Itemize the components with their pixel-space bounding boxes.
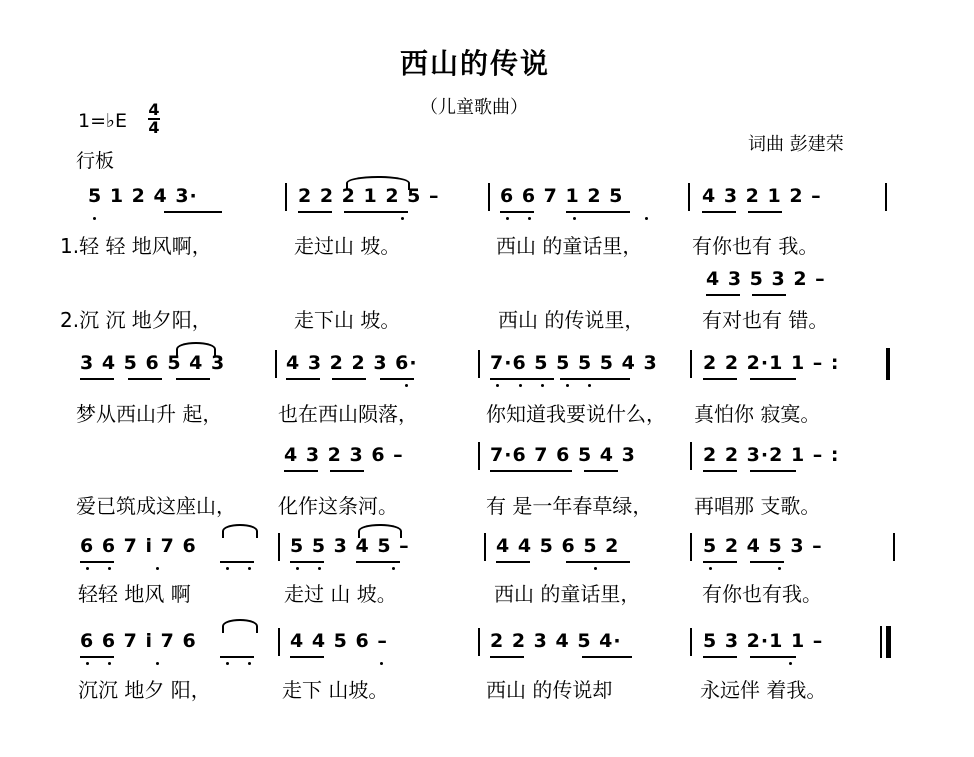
barline — [285, 183, 287, 211]
measure-4-2: 4 4 5 6 – — [290, 630, 388, 652]
lyric-line: 走过山 坡。 — [294, 234, 401, 258]
lyric-line: 有你也有我。 — [702, 582, 822, 606]
barline — [690, 350, 692, 378]
beam-underline — [748, 211, 782, 213]
low-octave-dot — [566, 384, 569, 387]
lyric-line: 沉沉 地夕 阳， — [78, 678, 211, 702]
barline — [893, 533, 895, 561]
barline — [885, 183, 887, 211]
low-octave-dot — [588, 384, 591, 387]
barline — [278, 628, 280, 656]
low-octave-dot — [496, 384, 499, 387]
lyric-line: 西山 的童话里， — [494, 582, 641, 606]
measure-3-1: 6 6 7 i 7 6 — [80, 535, 197, 557]
lyric-line: 真怕你 寂寞。 — [694, 402, 821, 426]
beam-underline — [356, 561, 400, 563]
measure-2-4: 2 2 2·1 1 – : — [703, 352, 840, 374]
beam-underline — [750, 561, 784, 563]
low-octave-dot — [778, 567, 781, 570]
slur-mark — [358, 524, 402, 538]
beam-underline — [164, 211, 222, 213]
beam-underline — [344, 211, 408, 213]
low-octave-dot — [108, 662, 111, 665]
measure-3-3: 4 4 5 6 5 2 — [496, 535, 620, 557]
lyric-line: 你知道我要说什么， — [486, 402, 666, 426]
beam-underline — [560, 378, 630, 380]
barline — [484, 533, 486, 561]
time-signature — [148, 102, 160, 136]
low-octave-dot — [392, 567, 395, 570]
measure-2-1: 3 4 5 6 5 4 3 — [80, 352, 226, 374]
slur-mark — [222, 619, 258, 633]
low-octave-dot — [541, 384, 544, 387]
time-top: 4 — [148, 100, 160, 119]
lyric-line: 西山 的童话里， — [496, 234, 643, 258]
low-octave-dot — [318, 567, 321, 570]
beam-underline — [286, 378, 320, 380]
lyric-line: 2.沉 沉 地夕阳， — [60, 308, 212, 332]
low-octave-dot — [156, 662, 159, 665]
measure-1-2: 2 2 2 1 2 5 – — [298, 185, 440, 207]
beam-underline — [750, 470, 796, 472]
lyric-line: 西山 的传说里， — [498, 308, 645, 332]
beam-underline — [490, 378, 554, 380]
barline — [278, 533, 280, 561]
low-octave-dot — [573, 217, 576, 220]
barline — [478, 350, 480, 378]
low-octave-dot — [93, 217, 96, 220]
low-octave-dot — [405, 384, 408, 387]
final-barline-thin — [880, 626, 882, 658]
time-bottom: 4 — [148, 118, 160, 137]
beam-underline — [750, 378, 796, 380]
low-octave-dot — [296, 567, 299, 570]
low-octave-dot — [248, 662, 251, 665]
lyric-line: 走过 山 坡。 — [284, 582, 397, 606]
low-octave-dot — [248, 567, 251, 570]
lyric-line: 走下 山坡。 — [282, 678, 389, 702]
beam-underline — [290, 656, 324, 658]
beam-underline — [496, 561, 530, 563]
beam-underline — [220, 656, 254, 658]
beam-underline — [703, 656, 737, 658]
beam-underline — [290, 561, 324, 563]
barline — [690, 442, 692, 470]
low-octave-dot — [519, 384, 522, 387]
lyric-line: 爱已筑成这座山， — [76, 494, 236, 518]
lyric-line: 有 是一年春草绿， — [486, 494, 653, 518]
alt-notes: 4 3 5 3 2 – — [706, 268, 826, 290]
beam-underline — [80, 378, 114, 380]
measure-4-3: 2 2 3 4 5 4· — [490, 630, 622, 652]
measure-2-3: 7·6 5 5 5 5 4 3 — [490, 352, 658, 374]
beam-underline — [703, 470, 737, 472]
low-octave-dot — [506, 217, 509, 220]
measure-1-3: 6 6 7 1 2 5 — [500, 185, 624, 207]
lyric-line: 走下山 坡。 — [294, 308, 401, 332]
barline — [690, 533, 692, 561]
lyric-line: 永远伴 着我。 — [700, 678, 827, 702]
beam-underline — [176, 378, 210, 380]
beam-underline — [332, 378, 366, 380]
beam-underline — [490, 470, 572, 472]
song-title: 西山的传说 — [400, 47, 551, 80]
low-octave-dot — [594, 567, 597, 570]
low-octave-dot — [226, 662, 229, 665]
beam-underline — [702, 211, 736, 213]
beam-underline — [284, 470, 318, 472]
lyric-line: 西山 的传说却 — [486, 678, 613, 702]
beam-underline — [220, 561, 254, 563]
barline — [688, 183, 690, 211]
low-octave-dot — [401, 217, 404, 220]
slur-mark — [346, 176, 410, 190]
barline — [275, 350, 277, 378]
lyric-line: 有对也有 错。 — [702, 308, 829, 332]
lyric-line: 有你也有 我。 — [692, 234, 819, 258]
measure-4-4: 5 3 2·1 1 – — [703, 630, 824, 652]
lyric-line: 也在西山陨落， — [278, 402, 418, 426]
barline — [690, 628, 692, 656]
measure-3-2: 5 5 3 4 5 – — [290, 535, 410, 557]
beam-underline — [566, 561, 630, 563]
low-octave-dot — [380, 662, 383, 665]
low-octave-dot — [709, 567, 712, 570]
beam-underline — [706, 294, 740, 296]
repeat-barline — [886, 348, 890, 380]
beam-underline — [80, 561, 114, 563]
low-octave-dot — [226, 567, 229, 570]
beam-underline — [80, 656, 114, 658]
low-octave-dot — [645, 217, 648, 220]
low-octave-dot — [86, 567, 89, 570]
lyric-line: 再唱那 支歌。 — [694, 494, 821, 518]
lyric-line: 轻轻 地风 啊 — [78, 582, 191, 606]
measure-1-4: 4 3 2 1 2 – — [702, 185, 822, 207]
beam-underline — [703, 561, 737, 563]
slur-mark — [176, 342, 216, 356]
beam-underline — [584, 470, 618, 472]
slur-mark — [222, 524, 258, 538]
measure-1-1: 5 1 2 4 3· — [88, 185, 198, 207]
beam-underline — [128, 378, 162, 380]
song-subtitle: （儿童歌曲） — [420, 97, 528, 118]
measure-4-1: 6 6 7 i 7 6 — [80, 630, 197, 652]
low-octave-dot — [789, 662, 792, 665]
beam-underline — [703, 378, 737, 380]
low-octave-dot — [528, 217, 531, 220]
beam-underline — [752, 294, 786, 296]
low-octave-dot — [156, 567, 159, 570]
low-octave-dot — [86, 662, 89, 665]
barline — [488, 183, 490, 211]
alt-notes: 7·6 7 6 5 4 3 — [490, 444, 636, 466]
measure-3-4: 5 2 4 5 3 – — [703, 535, 823, 557]
lyric-line: 化作这条河。 — [278, 494, 398, 518]
final-barline-thick — [886, 626, 891, 658]
key-signature: 1=♭E — [78, 110, 127, 132]
beam-underline — [566, 211, 630, 213]
alt-notes: 4 3 2 3 6 – — [284, 444, 404, 466]
barline — [478, 628, 480, 656]
barline — [478, 442, 480, 470]
beam-underline — [500, 211, 534, 213]
tempo-marking: 行板 — [76, 150, 115, 172]
alt-notes: 2 2 3·2 1 – : — [703, 444, 840, 466]
beam-underline — [298, 211, 332, 213]
beam-underline — [380, 378, 414, 380]
beam-underline — [750, 656, 796, 658]
low-octave-dot — [108, 567, 111, 570]
beam-underline — [582, 656, 632, 658]
lyric-line: 1.轻 轻 地风啊， — [60, 234, 212, 258]
lyric-line: 梦从西山升 起， — [76, 402, 223, 426]
composer-credit: 词曲 彭建荣 — [748, 134, 844, 155]
beam-underline — [330, 470, 364, 472]
beam-underline — [490, 656, 524, 658]
measure-2-2: 4 3 2 2 3 6· — [286, 352, 418, 374]
